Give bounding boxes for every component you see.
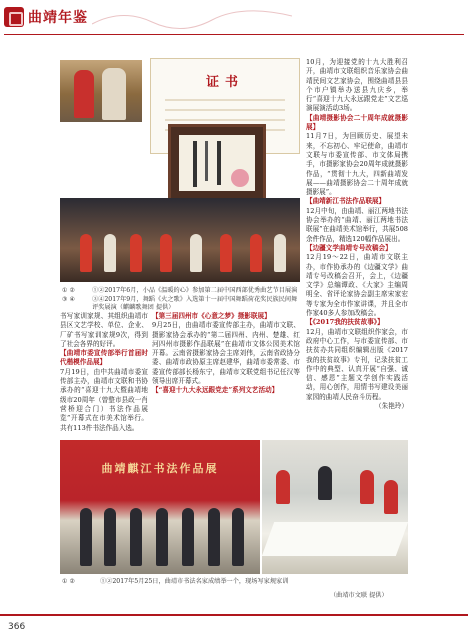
section-heading: 【“喜迎十九大永远跟党走”系列文艺活动】: [152, 386, 279, 395]
paragraph: 9月25日，由曲靖市委宣传部主办，曲靖市文联、摄影家协会承办的“第二届四州、内州、楚雄、红河四州市摄影作品联展”在曲靖市文体公园美术馆开幕。云南省摄影家协会主席刘伟，云南省政协分委、曲靖市政协原主席赵建华，曲靖市委常委、市委宣传部部长杨东宁，曲靖市文联党组书记任汉等领导出席开幕式。: [152, 321, 300, 386]
paragraph: 12月19～22日，曲靖市文联主办，市作协承办的《边疆文学》曲靖专号改稿会召开，会上，《边疆文学》总编谭政、《大家》主编周明全、省评论家协会副主席宋家宏等专家为全市作家讲课，并且全市作家40多人参加改稿会。: [306, 253, 408, 318]
photo-credit: （曲靖市文联 提供）: [330, 592, 388, 599]
section-heading: 【《2017我的扶贫故事》】: [306, 318, 384, 327]
decorative-flourish-icon: [92, 6, 292, 30]
page-number: 366: [8, 622, 26, 632]
section-heading: 【边疆文学曲靖专号改稿会】: [306, 243, 392, 252]
article-column-a: [60, 312, 148, 433]
yearbook-title: 曲靖年鉴: [28, 10, 88, 26]
section-heading: 【曲靖新江书法作品联展】: [306, 197, 386, 206]
photo-caption-top: [62, 287, 302, 313]
paragraph: 12月中旬，由曲靖、丽江两地书法协会举办的“曲靖、丽江两地书法联展”在曲靖美术馆举行，共展508余件作品，精选120幅作品展出。: [306, 206, 408, 243]
paragraph: 11月7日，为回顾历史、展望未来，不忘初心、牢记使命，曲靖市文联与市委宣传部、市文体局携手，市摄影家协会20周年成就摄影作品，“贯彻十九大，四新曲靖发展——曲靖摄影协会二十周年成就摄影展”。: [306, 132, 408, 197]
yearbook-logo: [4, 4, 88, 30]
paragraph: 12月，曲靖市文联组织作家会，市政府中心工作，与市委宣传部、市扶贫办共同组织编辑出版《2017我的扶贫故事》专刊，记录扶贫工作中的典型、认真开展“自强、诚信、感恩”主题文学创作实践活动，用心创作，用情书写建设美丽家园的曲靖人民奋斗历程。: [306, 327, 408, 401]
caption-text: ①②2017年6月，小品《温暖的心》参加第二届中国西部优秀曲艺节目展演 ③④2017年9月，舞蹈《火之歌》入选第十一届中国舞蹈荷花奖民族民间舞评奖展演（麒麟歌舞团 提供）: [92, 287, 298, 311]
photo-calligraphy-exhibition-group: [60, 440, 260, 574]
article-column-right: [306, 58, 408, 411]
photo-calligraphy-workshop: [262, 440, 408, 574]
article-column-b: [152, 312, 300, 396]
caption-numbers: ① ②: [62, 578, 76, 585]
seal-icon: [4, 7, 24, 27]
photo-performance-duo: [60, 60, 142, 122]
footer-divider: [0, 614, 468, 616]
paragraph: 7月19日，由中共曲靖市委宣传部主办，曲靖市文联和书协承办的“喜迎十九大暨曲靖地级市20周年（曾整市县政一肖营桥迎合门）书法作品展览”开幕式在市美术馆举行。共有113件书法作品入选。: [60, 367, 148, 432]
header-divider: [4, 34, 464, 35]
caption-numbers-2: ③ ④: [62, 295, 76, 303]
paragraph: 书写家训家规、其组织曲靖市县区文艺学校、单位、企业、厂矿书写家训家规9次，得到了社会各界的好评。: [60, 312, 148, 348]
caption-numbers-1: ① ②: [62, 287, 76, 294]
photo-caption-bottom: [62, 578, 408, 587]
photo-dance-performance: [60, 198, 300, 282]
caption-text: ①②2017年5月25日，曲靖市书法名家成绩举一个，现场写家规家训: [100, 578, 289, 585]
page-header: [0, 0, 468, 40]
section-heading: 【曲靖市委宣传部举行首届时代楷模作品展】: [60, 349, 148, 367]
certificate-title: 证书: [205, 75, 244, 90]
photo-calligraphy-frame: [168, 124, 266, 202]
section-heading: 【曲靖摄影协会二十周年成就摄影展】: [306, 113, 408, 132]
exhibition-banner: 曲靖麒江书法作品展: [101, 462, 219, 475]
section-heading: 【第三届四州市《心意之梦》摄影联展】: [152, 312, 271, 320]
paragraph: 10月，为迎接党的十九大胜利召开，曲靖市文联组织音乐家协会曲靖民间文艺家协会，围绕曲靖县县个市户镇举办送县九庆乡，举行“喜迎十九大永远跟党走”文艺巡演展演活动3场。: [306, 58, 408, 113]
author-signature: （朱艳玲）: [375, 401, 408, 410]
